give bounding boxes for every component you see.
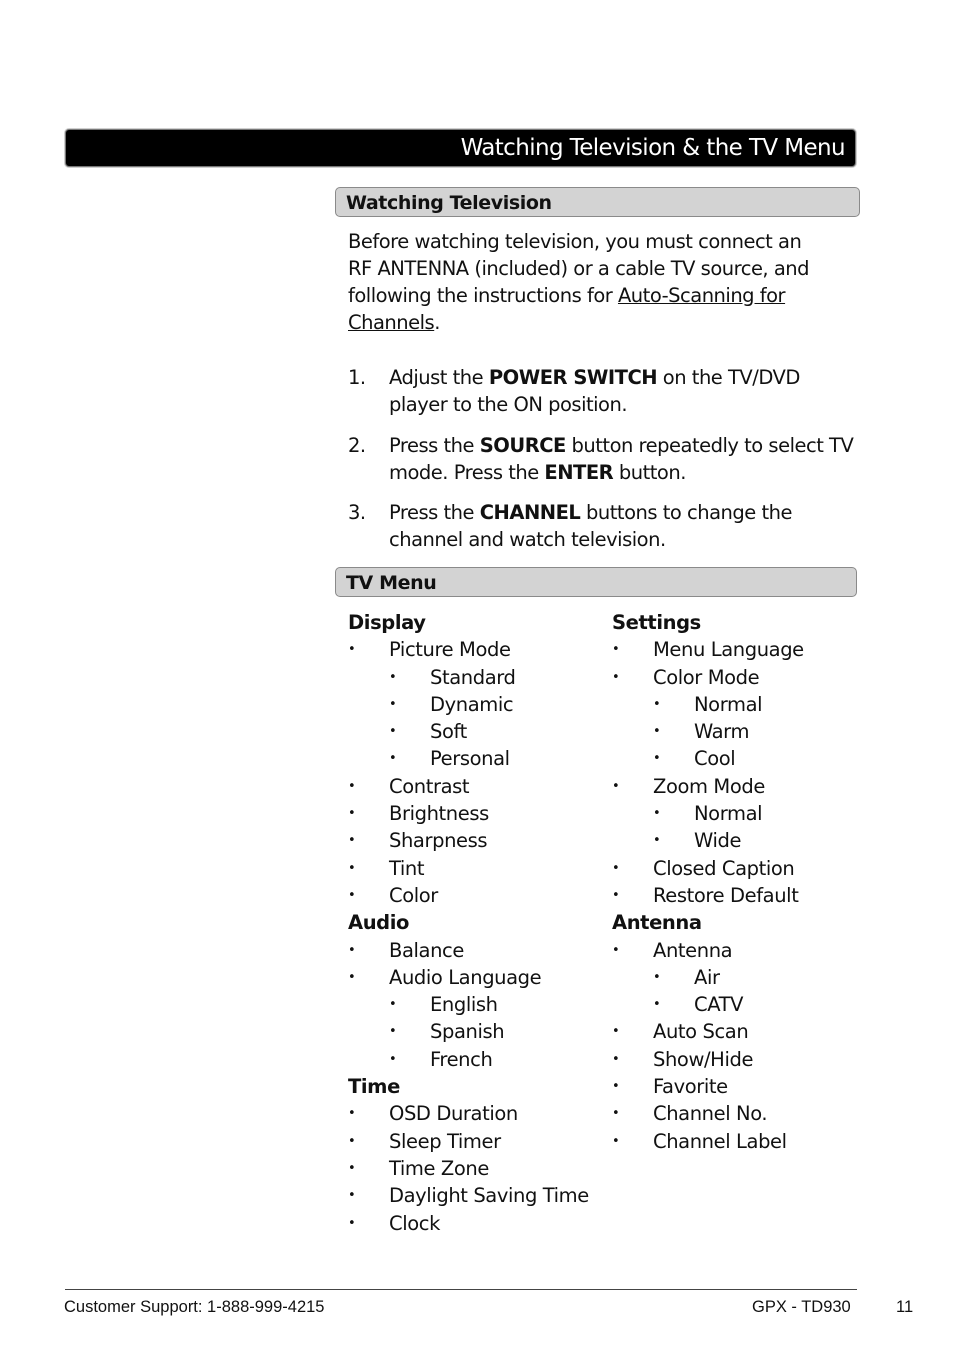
menu-item-label: French — [430, 1047, 493, 1071]
menu-item-label: Warm — [694, 720, 750, 744]
menu-item-label: Zoom Mode — [653, 774, 765, 798]
menu-subitem — [612, 691, 852, 718]
bullet-icon: • — [389, 1051, 397, 1067]
intro-paragraph — [348, 228, 818, 336]
menu-subitem — [348, 991, 598, 1018]
step-text: Press the SOURCE button repeatedly to select TV mode. Press the ENTER button. — [389, 434, 854, 484]
menu-subitem — [348, 664, 598, 691]
menu-category: Audio — [348, 911, 410, 935]
menu-item — [348, 1155, 598, 1182]
menu-item-label: CATV — [694, 993, 744, 1017]
bullet-icon: • — [612, 1051, 620, 1067]
menu-category: Time — [348, 1075, 400, 1099]
bullet-icon: • — [653, 833, 661, 849]
menu-item-label: Sleep Timer — [389, 1129, 501, 1153]
menu-item — [348, 800, 598, 827]
menu-item-label: OSD Duration — [389, 1102, 518, 1126]
menu-category: Settings — [612, 611, 701, 634]
menu-item-label: Cool — [694, 747, 736, 771]
footer-support: Customer Support: 1-888-999-4215 — [64, 1298, 325, 1316]
step-text: Press the CHANNEL buttons to change the channel and watch television. — [389, 501, 792, 551]
menu-item-label: Wide — [694, 829, 742, 853]
bullet-icon: • — [612, 860, 620, 876]
menu-subitem — [348, 718, 598, 745]
menu-item-label: Favorite — [653, 1075, 728, 1099]
menu-item — [612, 1100, 852, 1127]
menu-item-label: Closed Caption — [653, 856, 795, 880]
menu-subitem — [348, 745, 598, 772]
step-1 — [348, 364, 858, 418]
bullet-icon: • — [653, 806, 661, 822]
menu-subitem — [612, 718, 852, 745]
bullet-icon: • — [348, 778, 356, 794]
menu-subitem — [348, 1018, 598, 1045]
bullet-icon: • — [348, 1188, 356, 1204]
menu-subitem — [612, 964, 852, 991]
menu-item — [348, 773, 598, 800]
step-number: 3. — [348, 501, 366, 524]
bullet-icon: • — [653, 997, 661, 1013]
menu-item — [348, 1182, 598, 1209]
bullet-icon: • — [389, 669, 397, 685]
menu-item-label: Menu Language — [653, 638, 804, 662]
bullet-icon: • — [348, 1133, 356, 1149]
menu-item — [348, 636, 598, 663]
menu-item-label: Soft — [430, 720, 467, 744]
menu-item-label: Channel Label — [653, 1129, 787, 1153]
menu-item — [612, 1128, 852, 1155]
page-title: Watching Television & the TV Menu — [460, 135, 845, 161]
step-text: Adjust the POWER SWITCH on the TV/DVD player to the ON position. — [389, 366, 800, 416]
menu-subitem — [612, 827, 852, 854]
menu-item-label: Restore Default — [653, 883, 799, 907]
bullet-icon: • — [389, 724, 397, 740]
bullet-icon: • — [389, 1024, 397, 1040]
bullet-icon: • — [348, 1160, 356, 1176]
bullet-icon: • — [612, 642, 620, 658]
menu-item — [612, 937, 852, 964]
bullet-icon: • — [612, 1106, 620, 1122]
menu-item-label: Auto Scan — [653, 1020, 749, 1044]
menu-column-left — [348, 609, 598, 1237]
auto-scanning-link[interactable]: Auto-Scanning for Channels — [348, 284, 786, 334]
menu-item — [348, 855, 598, 882]
menu-category: Display — [348, 611, 426, 634]
bullet-icon: • — [348, 1215, 356, 1231]
page-title-bar — [65, 129, 856, 167]
menu-item-label: English — [430, 993, 498, 1017]
menu-item-label: Balance — [389, 938, 464, 962]
page-number: 11 — [896, 1298, 914, 1316]
bullet-icon: • — [612, 1079, 620, 1095]
intro-text: Before watching television, you must connect an RF ANTENNA (included) or a cable TV source, and following the instructions for — [348, 230, 810, 307]
bullet-icon: • — [348, 642, 356, 658]
menu-item-label: Color Mode — [653, 665, 760, 689]
menu-item — [612, 855, 852, 882]
bullet-icon: • — [389, 751, 397, 767]
menu-item-label: Personal — [430, 747, 510, 771]
bullet-icon: • — [612, 1024, 620, 1040]
bullet-icon: • — [653, 751, 661, 767]
watching-television-heading: Watching Television — [346, 192, 552, 214]
menu-item-label: Air — [694, 965, 720, 989]
menu-subitem — [612, 800, 852, 827]
bullet-icon: • — [612, 942, 620, 958]
intro-end: . — [434, 311, 440, 334]
menu-item-label: Channel No. — [653, 1102, 768, 1126]
tv-menu-heading: TV Menu — [346, 572, 437, 594]
menu-category: Antenna — [612, 911, 702, 935]
menu-item — [348, 882, 598, 909]
bullet-icon: • — [348, 969, 356, 985]
menu-item — [348, 1128, 598, 1155]
menu-item-label: Tint — [389, 856, 425, 880]
menu-item — [348, 937, 598, 964]
bullet-icon: • — [653, 969, 661, 985]
menu-item-label: Color — [389, 883, 438, 907]
menu-item-label: Time Zone — [389, 1156, 489, 1180]
menu-item-label: Standard — [430, 665, 516, 689]
step-3 — [348, 499, 858, 553]
bullet-icon: • — [612, 778, 620, 794]
menu-item-label: Antenna — [653, 938, 733, 962]
menu-item-label: Audio Language — [389, 965, 542, 989]
menu-column-right — [612, 609, 852, 1155]
menu-item — [612, 636, 852, 663]
menu-item-label: Daylight Saving Time — [389, 1184, 589, 1208]
bullet-icon: • — [348, 833, 356, 849]
menu-item — [612, 773, 852, 800]
bullet-icon: • — [348, 887, 356, 903]
bullet-icon: • — [348, 1106, 356, 1122]
menu-subitem — [348, 1046, 598, 1073]
bullet-icon: • — [389, 997, 397, 1013]
bullet-icon: • — [348, 860, 356, 876]
menu-item — [612, 1046, 852, 1073]
menu-item-label: Show/Hide — [653, 1047, 754, 1071]
menu-subitem — [612, 745, 852, 772]
menu-item-label: Clock — [389, 1211, 440, 1235]
bullet-icon: • — [348, 806, 356, 822]
menu-item — [612, 1073, 852, 1100]
step-number: 2. — [348, 434, 366, 457]
menu-item-label: Normal — [694, 692, 763, 716]
step-number: 1. — [348, 366, 366, 389]
menu-item — [612, 664, 852, 691]
menu-subitem — [348, 691, 598, 718]
menu-item — [348, 1100, 598, 1127]
menu-item — [348, 964, 598, 991]
menu-item-label: Dynamic — [430, 692, 514, 716]
menu-item — [348, 827, 598, 854]
menu-item — [348, 1210, 598, 1237]
menu-item-label: Picture Mode — [389, 638, 511, 662]
menu-item-label: Spanish — [430, 1020, 505, 1044]
bullet-icon: • — [653, 696, 661, 712]
bullet-icon: • — [653, 724, 661, 740]
bullet-icon: • — [612, 669, 620, 685]
bullet-icon: • — [612, 887, 620, 903]
menu-item — [612, 882, 852, 909]
footer-model: GPX - TD930 — [752, 1298, 851, 1316]
footer-divider — [65, 1289, 857, 1290]
bullet-icon: • — [389, 696, 397, 712]
menu-item-label: Normal — [694, 802, 763, 826]
watching-television-header — [335, 187, 860, 217]
menu-item-label: Sharpness — [389, 829, 488, 853]
menu-item — [612, 1018, 852, 1045]
bullet-icon: • — [348, 942, 356, 958]
menu-subitem — [612, 991, 852, 1018]
tv-menu-header — [335, 567, 857, 597]
menu-item-label: Contrast — [389, 774, 470, 798]
step-2 — [348, 432, 858, 486]
bullet-icon: • — [612, 1133, 620, 1149]
menu-item-label: Brightness — [389, 802, 489, 826]
